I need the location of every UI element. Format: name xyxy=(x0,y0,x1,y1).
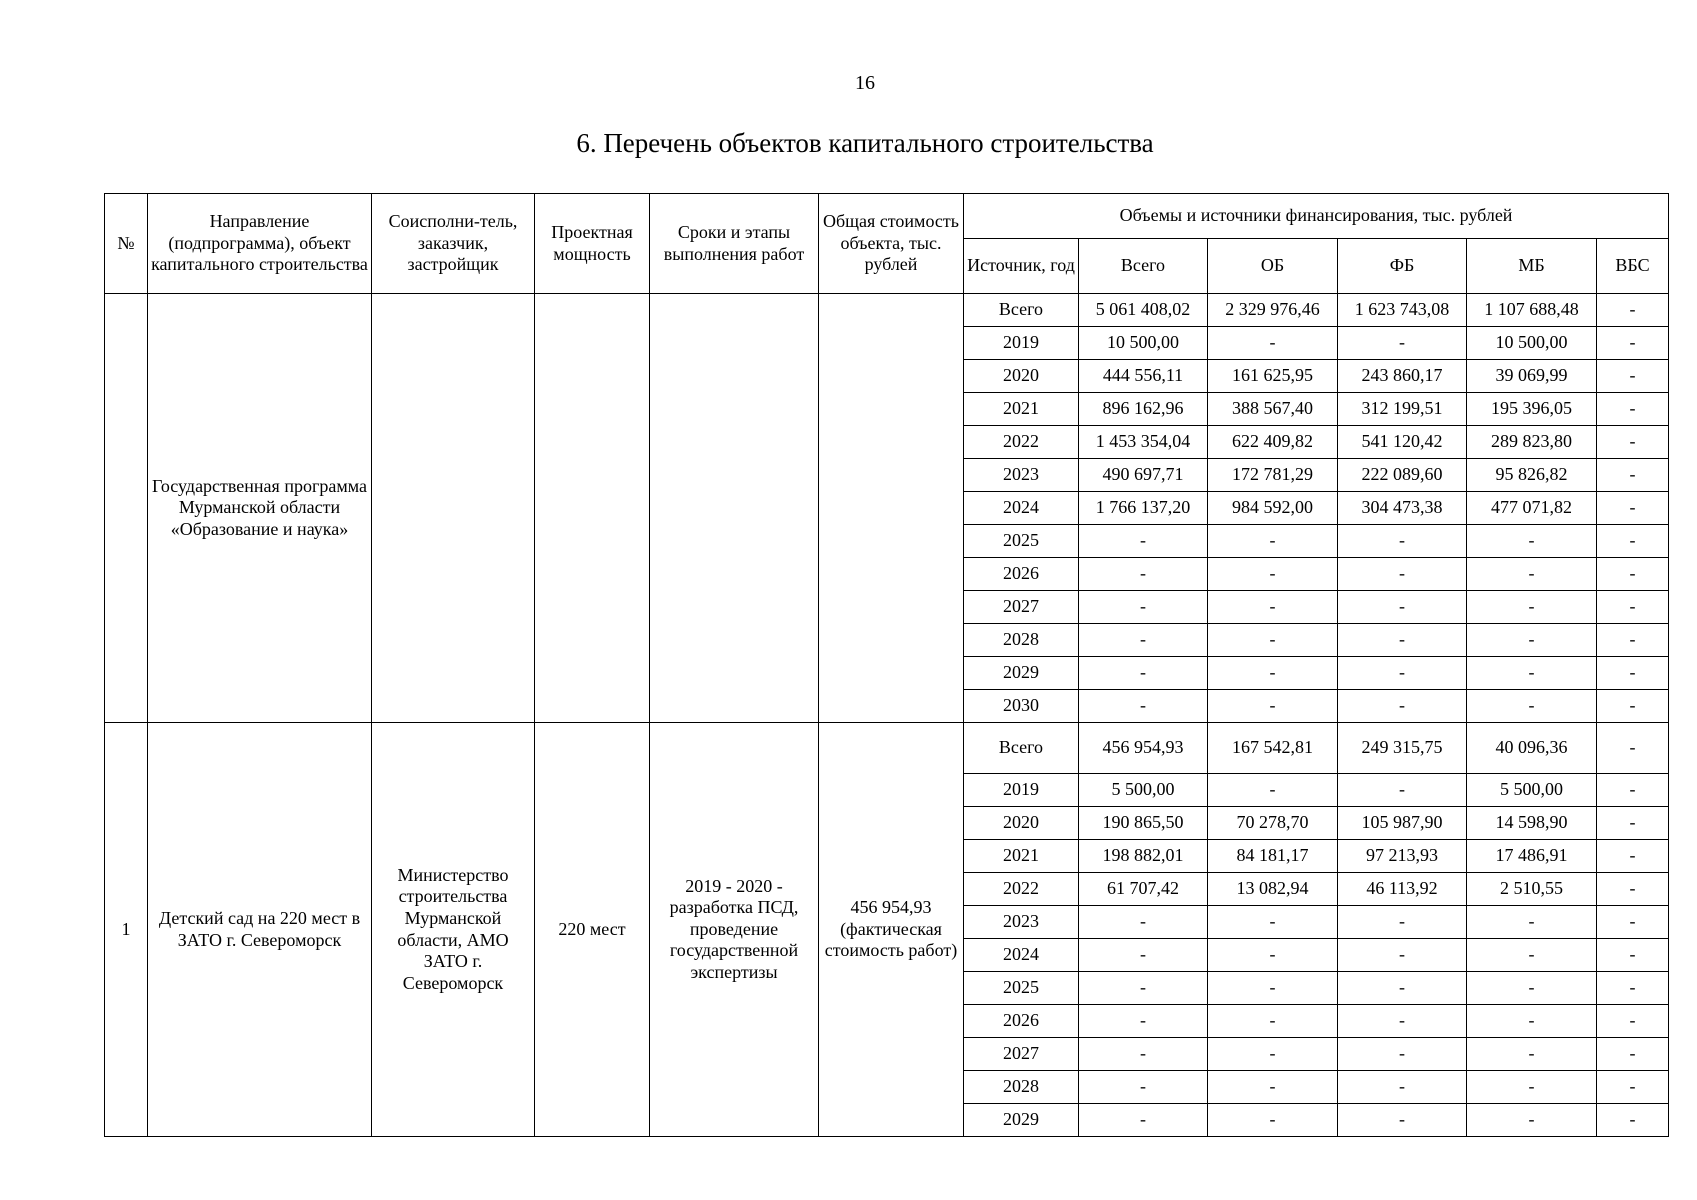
total-cell: 190 865,50 xyxy=(1079,807,1208,840)
fb-cell: 304 473,38 xyxy=(1338,492,1467,525)
header-direction: Направление (подпрограмма), объект капитального строительства xyxy=(148,194,372,294)
vbs-cell: - xyxy=(1597,1104,1669,1137)
ob-cell: - xyxy=(1208,1071,1338,1104)
mb-cell: - xyxy=(1467,624,1597,657)
total-cell: - xyxy=(1079,558,1208,591)
mb-cell: 10 500,00 xyxy=(1467,327,1597,360)
total-cell: 10 500,00 xyxy=(1079,327,1208,360)
source-year-cell: 2025 xyxy=(964,525,1079,558)
ob-cell: 167 542,81 xyxy=(1208,723,1338,774)
source-year-cell: 2030 xyxy=(964,690,1079,723)
total-cell: - xyxy=(1079,972,1208,1005)
fb-cell: - xyxy=(1338,1104,1467,1137)
source-year-cell: 2026 xyxy=(964,1005,1079,1038)
header-executor: Соисполни-тель, заказчик, застройщик xyxy=(372,194,535,294)
executor-cell: Министерство строительства Мурманской области, АМО ЗАТО г. Североморск xyxy=(372,723,535,1137)
fb-cell: - xyxy=(1338,525,1467,558)
ob-cell: 622 409,82 xyxy=(1208,426,1338,459)
fb-cell: - xyxy=(1338,624,1467,657)
fb-cell: - xyxy=(1338,972,1467,1005)
total-cell: - xyxy=(1079,690,1208,723)
source-year-cell: 2027 xyxy=(964,1038,1079,1071)
vbs-cell: - xyxy=(1597,774,1669,807)
source-year-cell: 2019 xyxy=(964,774,1079,807)
source-year-cell: 2028 xyxy=(964,1071,1079,1104)
ob-cell: - xyxy=(1208,1005,1338,1038)
mb-cell: - xyxy=(1467,525,1597,558)
fb-cell: 249 315,75 xyxy=(1338,723,1467,774)
fb-cell: - xyxy=(1338,906,1467,939)
total-cell: - xyxy=(1079,657,1208,690)
vbs-cell: - xyxy=(1597,492,1669,525)
page-title: 6. Перечень объектов капитального строительства xyxy=(576,128,1154,158)
mb-cell: 14 598,90 xyxy=(1467,807,1597,840)
mb-cell: 40 096,36 xyxy=(1467,723,1597,774)
fb-cell: - xyxy=(1338,657,1467,690)
terms-cell: 2019 - 2020 - разработка ПСД, проведение государственной экспертизы xyxy=(650,723,819,1137)
ob-cell: 70 278,70 xyxy=(1208,807,1338,840)
fb-cell: - xyxy=(1338,1071,1467,1104)
fb-cell: 97 213,93 xyxy=(1338,840,1467,873)
source-year-cell: 2026 xyxy=(964,558,1079,591)
fb-cell: - xyxy=(1338,939,1467,972)
mb-cell: - xyxy=(1467,1038,1597,1071)
mb-cell: - xyxy=(1467,657,1597,690)
vbs-cell: - xyxy=(1597,690,1669,723)
ob-cell: 984 592,00 xyxy=(1208,492,1338,525)
mb-cell: - xyxy=(1467,1005,1597,1038)
total-cell: - xyxy=(1079,1104,1208,1137)
ob-cell: - xyxy=(1208,939,1338,972)
total-cell: 444 556,11 xyxy=(1079,360,1208,393)
total-cell: - xyxy=(1079,906,1208,939)
cost-cell: 456 954,93 (фактическая стоимость работ) xyxy=(819,723,964,1137)
fb-cell: 222 089,60 xyxy=(1338,459,1467,492)
vbs-cell: - xyxy=(1597,525,1669,558)
fb-cell: - xyxy=(1338,558,1467,591)
fb-cell: - xyxy=(1338,1005,1467,1038)
vbs-cell: - xyxy=(1597,1071,1669,1104)
total-cell: - xyxy=(1079,525,1208,558)
fb-cell: 243 860,17 xyxy=(1338,360,1467,393)
mb-cell: 1 107 688,48 xyxy=(1467,294,1597,327)
source-year-cell: 2020 xyxy=(964,360,1079,393)
ob-cell: - xyxy=(1208,906,1338,939)
source-year-cell: 2021 xyxy=(964,393,1079,426)
total-cell: - xyxy=(1079,624,1208,657)
mb-cell: 95 826,82 xyxy=(1467,459,1597,492)
source-year-cell: 2029 xyxy=(964,1104,1079,1137)
total-cell: 5 500,00 xyxy=(1079,774,1208,807)
source-year-cell: 2022 xyxy=(964,426,1079,459)
mb-cell: 289 823,80 xyxy=(1467,426,1597,459)
total-cell: 61 707,42 xyxy=(1079,873,1208,906)
total-cell: - xyxy=(1079,591,1208,624)
total-cell: - xyxy=(1079,1038,1208,1071)
total-cell: 5 061 408,02 xyxy=(1079,294,1208,327)
ob-cell: 84 181,17 xyxy=(1208,840,1338,873)
mb-cell: - xyxy=(1467,690,1597,723)
vbs-cell: - xyxy=(1597,723,1669,774)
ob-cell: - xyxy=(1208,525,1338,558)
header-source-year: Источник, год xyxy=(964,239,1079,294)
fb-cell: 46 113,92 xyxy=(1338,873,1467,906)
header-vbs: ВБС xyxy=(1597,239,1669,294)
ob-cell: - xyxy=(1208,972,1338,1005)
vbs-cell: - xyxy=(1597,558,1669,591)
source-year-cell: 2023 xyxy=(964,459,1079,492)
object-name: Государственная программа Мурманской области «Образование и наука» xyxy=(148,294,372,723)
header-capacity: Проектная мощность xyxy=(535,194,650,294)
ob-cell: - xyxy=(1208,624,1338,657)
mb-cell: 195 396,05 xyxy=(1467,393,1597,426)
mb-cell: - xyxy=(1467,558,1597,591)
fb-cell: - xyxy=(1338,774,1467,807)
capacity-cell xyxy=(535,294,650,723)
ob-cell: 388 567,40 xyxy=(1208,393,1338,426)
mb-cell: - xyxy=(1467,972,1597,1005)
capacity-cell: 220 мест xyxy=(535,723,650,1137)
header-financing: Объемы и источники финансирования, тыс. рублей xyxy=(964,194,1669,239)
object-name: Детский сад на 220 мест в ЗАТО г. Североморск xyxy=(148,723,372,1137)
total-cell: - xyxy=(1079,939,1208,972)
header-ob: ОБ xyxy=(1208,239,1338,294)
header-terms: Сроки и этапы выполнения работ xyxy=(650,194,819,294)
ob-cell: 172 781,29 xyxy=(1208,459,1338,492)
fb-cell: - xyxy=(1338,327,1467,360)
vbs-cell: - xyxy=(1597,657,1669,690)
vbs-cell: - xyxy=(1597,393,1669,426)
total-cell: - xyxy=(1079,1071,1208,1104)
terms-cell xyxy=(650,294,819,723)
table-row xyxy=(105,294,1669,327)
mb-cell: 17 486,91 xyxy=(1467,840,1597,873)
vbs-cell: - xyxy=(1597,840,1669,873)
source-year-cell: 2024 xyxy=(964,492,1079,525)
vbs-cell: - xyxy=(1597,807,1669,840)
fb-cell: 541 120,42 xyxy=(1338,426,1467,459)
total-cell: 1 766 137,20 xyxy=(1079,492,1208,525)
mb-cell: - xyxy=(1467,591,1597,624)
mb-cell: - xyxy=(1467,1071,1597,1104)
ob-cell: - xyxy=(1208,774,1338,807)
mb-cell: 477 071,82 xyxy=(1467,492,1597,525)
ob-cell: 161 625,95 xyxy=(1208,360,1338,393)
mb-cell: - xyxy=(1467,939,1597,972)
ob-cell: - xyxy=(1208,657,1338,690)
vbs-cell: - xyxy=(1597,327,1669,360)
vbs-cell: - xyxy=(1597,294,1669,327)
source-year-cell: 2027 xyxy=(964,591,1079,624)
source-year-cell: Всего xyxy=(964,723,1079,774)
table-header xyxy=(105,194,1669,294)
vbs-cell: - xyxy=(1597,426,1669,459)
ob-cell: - xyxy=(1208,690,1338,723)
ob-cell: - xyxy=(1208,327,1338,360)
header-cost: Общая стоимость объекта, тыс. рублей xyxy=(819,194,964,294)
fb-cell: - xyxy=(1338,591,1467,624)
source-year-cell: 2022 xyxy=(964,873,1079,906)
source-year-cell: 2019 xyxy=(964,327,1079,360)
total-cell: 1 453 354,04 xyxy=(1079,426,1208,459)
source-year-cell: 2024 xyxy=(964,939,1079,972)
total-cell: 456 954,93 xyxy=(1079,723,1208,774)
vbs-cell: - xyxy=(1597,360,1669,393)
mb-cell: 39 069,99 xyxy=(1467,360,1597,393)
source-year-cell: 2029 xyxy=(964,657,1079,690)
ob-cell: - xyxy=(1208,558,1338,591)
mb-cell: 5 500,00 xyxy=(1467,774,1597,807)
source-year-cell: 2025 xyxy=(964,972,1079,1005)
table-body xyxy=(105,294,1669,1137)
mb-cell: - xyxy=(1467,906,1597,939)
header-fb: ФБ xyxy=(1338,239,1467,294)
mb-cell: 2 510,55 xyxy=(1467,873,1597,906)
vbs-cell: - xyxy=(1597,1005,1669,1038)
source-year-cell: Всего xyxy=(964,294,1079,327)
ob-cell: 13 082,94 xyxy=(1208,873,1338,906)
vbs-cell: - xyxy=(1597,624,1669,657)
vbs-cell: - xyxy=(1597,459,1669,492)
vbs-cell: - xyxy=(1597,873,1669,906)
ob-cell: - xyxy=(1208,1038,1338,1071)
source-year-cell: 2028 xyxy=(964,624,1079,657)
fb-cell: - xyxy=(1338,690,1467,723)
header-no: № xyxy=(105,194,148,294)
fb-cell: 312 199,51 xyxy=(1338,393,1467,426)
executor-cell xyxy=(372,294,535,723)
vbs-cell: - xyxy=(1597,939,1669,972)
cost-cell xyxy=(819,294,964,723)
total-cell: - xyxy=(1079,1005,1208,1038)
vbs-cell: - xyxy=(1597,972,1669,1005)
table-row xyxy=(105,723,1669,774)
source-year-cell: 2020 xyxy=(964,807,1079,840)
row-number xyxy=(105,294,148,723)
ob-cell: 2 329 976,46 xyxy=(1208,294,1338,327)
source-year-cell: 2023 xyxy=(964,906,1079,939)
ob-cell: - xyxy=(1208,1104,1338,1137)
total-cell: 896 162,96 xyxy=(1079,393,1208,426)
total-cell: 490 697,71 xyxy=(1079,459,1208,492)
source-year-cell: 2021 xyxy=(964,840,1079,873)
header-total: Всего xyxy=(1079,239,1208,294)
vbs-cell: - xyxy=(1597,591,1669,624)
capital-construction-table xyxy=(104,193,1669,1137)
fb-cell: - xyxy=(1338,1038,1467,1071)
fb-cell: 1 623 743,08 xyxy=(1338,294,1467,327)
row-number: 1 xyxy=(105,723,148,1137)
header-mb: МБ xyxy=(1467,239,1597,294)
ob-cell: - xyxy=(1208,591,1338,624)
page-number: 16 xyxy=(855,72,875,94)
fb-cell: 105 987,90 xyxy=(1338,807,1467,840)
vbs-cell: - xyxy=(1597,906,1669,939)
total-cell: 198 882,01 xyxy=(1079,840,1208,873)
vbs-cell: - xyxy=(1597,1038,1669,1071)
mb-cell: - xyxy=(1467,1104,1597,1137)
